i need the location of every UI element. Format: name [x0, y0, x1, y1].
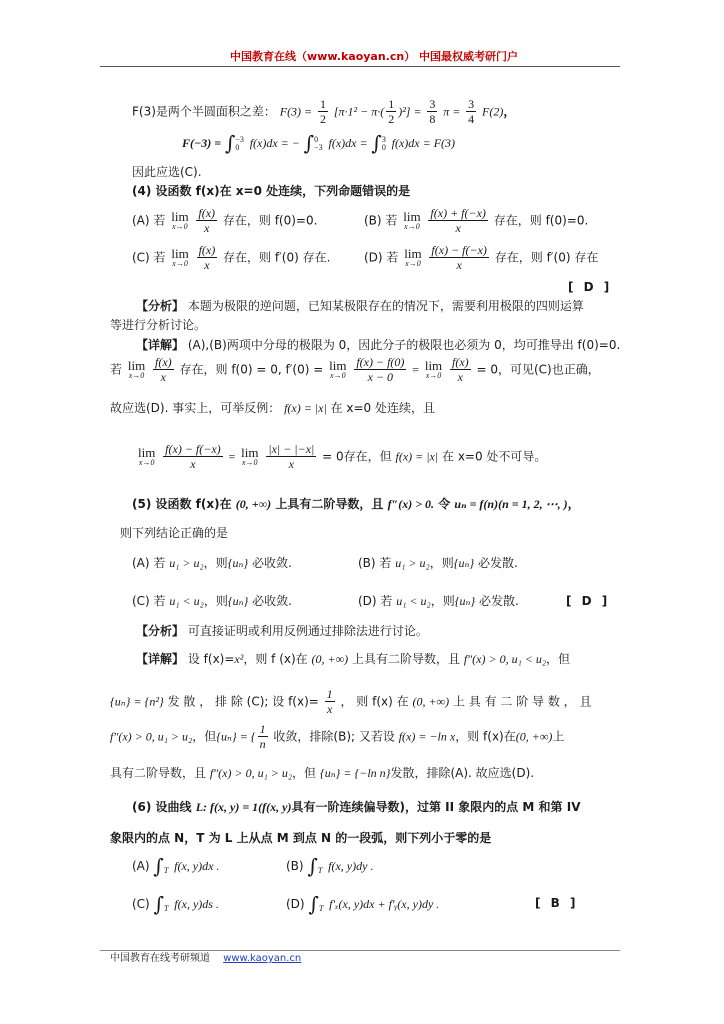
lim-word: lim — [404, 246, 422, 262]
q5-l3-num: 1 — [259, 722, 266, 736]
page-header: 中国教育在线（www.kaoyan.cn） 中国最权威考研门户 — [230, 50, 519, 63]
q5-l2-num: 1 — [326, 687, 333, 701]
int2-lower: −3 — [314, 142, 323, 152]
q5-stem-a: (5) 设函数 f(x)在 — [132, 497, 232, 511]
q5-l4-d: {uₙ} = {−ln n} — [319, 766, 391, 780]
q4-c-label: (C) 若 — [132, 250, 166, 265]
q5-l2-d: (0, +∞) — [412, 694, 450, 709]
detail-text-1: (A),(B)两项中分母的极限为 0，因此分子的极限也必须为 0，均可推导出 f(0)=0. — [187, 338, 621, 352]
q4-d-label: (D) 若 — [364, 250, 399, 265]
frac3-den: x — [457, 370, 463, 385]
q4-c-tail: 存在，则 f′(0) 存在. — [223, 250, 331, 265]
q6-option-b — [286, 854, 373, 879]
q5-a-seq: {uₙ} — [227, 556, 249, 570]
three-eighths-den: 8 — [429, 112, 436, 127]
q5-b-cond: u₁ > u₂ — [395, 556, 430, 570]
q5-answer: [ D ] — [566, 594, 611, 608]
lim-sub: x→0 — [128, 371, 145, 381]
lim-word: lim — [241, 445, 259, 461]
q5-b-label: (B) 若 — [358, 556, 392, 570]
q5-stem-f: uₙ = f(n)(n = 1, 2, ⋯, ) — [454, 497, 568, 511]
frac3-num: f(x) — [452, 355, 469, 369]
if-word: 若 — [110, 362, 123, 377]
f3-bracket-close: )²] = — [398, 104, 422, 119]
q5-stem — [132, 497, 580, 512]
q6-b-int-sub: T — [317, 865, 323, 875]
q5-detail-line3 — [110, 722, 564, 752]
q6-c-body: f(x, y)ds . — [174, 897, 219, 911]
q6-d-body: f′ₓ(x, y)dx + f′ᵧ(x, y)dy . — [329, 897, 440, 911]
q5-b-then: ，则 — [429, 556, 454, 570]
frac2-den: x − 0 — [367, 370, 394, 385]
q5-a-then: ，则 — [203, 556, 228, 570]
q4-d-den: x — [456, 258, 462, 273]
eq-sign: = — [412, 362, 419, 377]
int3-upper: 3 — [381, 134, 386, 144]
detail-tag: 【详解】 — [136, 652, 185, 666]
q6-a-body: f(x, y)dx . — [174, 859, 220, 873]
detail-line3-c: 在 x=0 处连续，且 — [330, 401, 435, 415]
q5-c-tail: 必收敛. — [252, 594, 292, 608]
q5-l1-b: x² — [234, 652, 244, 666]
q5-c-cond: u₁ < u₂ — [169, 594, 204, 608]
q6-l1-a: (6) 设曲线 — [132, 800, 192, 814]
q5-l2-c: ， 则 f(x) 在 — [340, 694, 409, 709]
detail-tail-2c: 在 x=0 处不可导。 — [442, 449, 547, 464]
q5-l1-g: ，但 — [546, 652, 571, 666]
q6-l1-b: L: f(x, y) = 1(f(x, y) — [195, 800, 292, 814]
eq-sign: = — [228, 449, 236, 464]
int1-lower: 0 — [235, 142, 240, 152]
q5-b-tail: 必发散. — [478, 556, 518, 570]
q5-b-seq: {uₙ} — [453, 556, 475, 570]
footer-divider — [100, 950, 620, 951]
q5-l3-e: f(x) = −ln x — [398, 729, 456, 744]
q5-detail-line1 — [136, 652, 570, 667]
q5-option-d — [358, 594, 519, 609]
half-den: 2 — [319, 112, 326, 127]
q5-stem-2: 则下列结论正确的是 — [120, 526, 229, 540]
q5-d-tail: 必发散. — [479, 594, 519, 608]
q5-l2-den: x — [326, 702, 333, 717]
f3-eq: F(3) = — [279, 104, 313, 119]
q5-l4-e: 发散，排除(A). 故应选(D). — [390, 766, 535, 780]
q4-d-num: f(x) − f(−x) — [431, 243, 487, 257]
q5-c-label: (C) 若 — [132, 594, 166, 608]
lim-sub: x→0 — [425, 371, 442, 381]
q5-l1-a: 设 f(x)= — [187, 652, 235, 666]
frac1-num: f(x) — [155, 355, 172, 369]
q5-d-seq: {uₙ} — [454, 594, 476, 608]
q5-l3-h: 上 — [552, 729, 565, 744]
q6-b-integral: ∫ — [307, 854, 318, 878]
q5-l3-d: 收敛，排除(B); 又若设 — [273, 729, 395, 744]
three-quarters-num: 3 — [468, 97, 475, 111]
q5-a-label: (A) 若 — [132, 556, 166, 570]
q5-option-a — [132, 556, 292, 571]
frac4-den: x — [190, 457, 196, 472]
detail-line3-b: f(x) = |x| — [284, 401, 327, 415]
int2-body: f(x)dx = — [328, 136, 368, 150]
q5-stem-b: (0, +∞) — [235, 497, 272, 511]
q4-detail-line3 — [110, 401, 435, 416]
q5-l1-f: f″(x) > 0, u₁ < u₂ — [463, 652, 547, 666]
q5-l3-den: n — [259, 737, 266, 752]
q6-d-int-sub: T — [318, 903, 324, 913]
lim-word: lim — [329, 358, 347, 374]
q5-l1-c: ，则 f (x)在 — [243, 652, 308, 666]
f3-minus: ² − π·( — [353, 104, 385, 119]
q4-d-tail: 存在，则 f′(0) 存在 — [494, 250, 599, 265]
f3-comma: ， — [503, 104, 516, 119]
detail-tail-1: = 0，可见(C)也正确， — [476, 362, 600, 377]
q6-stem-line1 — [132, 800, 580, 815]
q4-option-c — [132, 243, 330, 273]
q5-option-c — [132, 594, 292, 609]
q4-a-num: f(x) — [198, 206, 216, 220]
frac4-num: f(x) − f(−x) — [165, 442, 221, 456]
lim-word: lim — [171, 246, 189, 262]
q5-stem-e: 令 — [438, 497, 451, 511]
header-divider — [100, 66, 620, 67]
q5-l3-a: f″(x) > 0, u₁ > u₂ — [110, 729, 193, 744]
q6-l1-c: 具有一阶连续偏导数)，过第 II 象限内的点 M 和第 IV — [291, 800, 581, 814]
q4-analysis-line2: 等进行分析讨论。 — [110, 318, 207, 332]
lim-word: lim — [403, 209, 421, 225]
half-num: 1 — [319, 97, 326, 111]
analysis-tag: 【分析】 — [136, 299, 185, 313]
q5-l1-e: 上具有二阶导数，且 — [351, 652, 460, 666]
q5-l3-f: ，则 f(x)在 — [455, 729, 516, 744]
q6-a-integral: ∫ — [153, 854, 164, 878]
f3-bracket-open: [π·1 — [333, 104, 354, 119]
lim-word: lim — [424, 358, 443, 374]
int3-body: f(x)dx = F(3) — [391, 136, 456, 150]
q6-option-a — [132, 854, 219, 879]
three-quarters-den: 4 — [468, 112, 475, 127]
q5-l4-a: 具有二阶导数，且 — [110, 766, 207, 780]
frac1-den: x — [160, 370, 166, 385]
frac2-num: f(x) − f(0) — [356, 355, 405, 369]
q4-option-d — [364, 243, 598, 273]
lim-sub: x→0 — [330, 371, 346, 381]
q5-a-cond: u₁ > u₂ — [169, 556, 204, 570]
q5-l2-e: 上 具 有 二 阶 导 数 ， 且 — [452, 694, 592, 709]
q4-detail-line2 — [110, 355, 600, 385]
detail-line3-a: 故应选(D). 事实上，可举反例： — [110, 401, 281, 415]
detail-mid-1: 存在，则 f(0) = 0, f′(0) = — [179, 362, 324, 377]
q5-l3-b: ，但 — [192, 729, 217, 744]
q5-l4-b: f″(x) > 0, u₁ > u₂ — [209, 766, 293, 780]
fneg3-eq: F(−3) = — [182, 136, 222, 150]
detail-tail-2b: f(x) = |x| — [395, 449, 439, 464]
q4-b-num: f(x) + f(−x) — [430, 206, 486, 220]
q5-analysis-text: 可直接证明或利用反例通过排除法进行讨论。 — [187, 624, 428, 638]
q5-l3-g: (0, +∞) — [515, 729, 553, 744]
integral-3: ∫ — [371, 131, 382, 155]
q5-detail-line2 — [110, 687, 591, 717]
int2-upper: 0 — [314, 134, 319, 144]
q4-b-tail: 存在，则 f(0)=0. — [493, 213, 589, 228]
q4-a-tail: 存在，则 f(0)=0. — [222, 213, 318, 228]
q4-detail-line1 — [136, 338, 620, 353]
int1-body: f(x)dx = − — [249, 136, 300, 150]
q6-stem-line2: 象限内的点 N，T 为 L 上从点 M 到点 N 的一段弧，则下列小于零的是 — [110, 831, 492, 845]
q5-l2-b: 发 散 ， 排 除 (C); 设 f(x)= — [167, 694, 319, 709]
q5-detail-line4 — [110, 766, 534, 781]
f3-lead: F(3)是两个半圆面积之差： — [132, 104, 276, 119]
q4-stem: (4) 设函数 f(x)在 x=0 处连续，下列命题错误的是 — [132, 184, 411, 198]
f3-line — [132, 97, 515, 127]
q5-analysis — [136, 624, 428, 639]
q6-b-body: f(x, y)dy . — [328, 859, 374, 873]
f2-tail: F(2) — [482, 104, 504, 119]
q5-l3-c: {uₙ} = { — [216, 729, 256, 744]
q6-b-label: (B) — [286, 859, 304, 873]
q6-d-label: (D) — [286, 897, 305, 911]
q6-c-label: (C) — [132, 897, 150, 911]
three-eighths-num: 3 — [429, 97, 436, 111]
pi-eq: π = — [443, 104, 461, 119]
q5-l4-c: ，但 — [292, 766, 317, 780]
footer-link[interactable]: www.kaoyan.cn — [223, 953, 302, 964]
q5-stem-c: 上具有二阶导数，且 — [275, 497, 384, 511]
q5-a-tail: 必收敛. — [251, 556, 292, 570]
lim-sub: x→0 — [404, 222, 420, 232]
q6-a-label: (A) — [132, 859, 150, 873]
lim-sub: x→0 — [172, 259, 188, 269]
footer-label: 中国教育在线考研频道 — [110, 953, 210, 964]
lim-sub: x→0 — [405, 259, 421, 269]
half-den-2: 2 — [388, 112, 395, 127]
q5-l1-d: (0, +∞) — [311, 652, 349, 666]
lim-word: lim — [127, 358, 146, 374]
q4-option-a — [132, 206, 317, 236]
analysis-tag: 【分析】 — [136, 624, 185, 638]
int1-upper: −3 — [235, 134, 244, 144]
q5-stem-g: ， — [567, 497, 580, 511]
q4-c-den: x — [204, 258, 210, 273]
q4-b-den: x — [455, 221, 461, 236]
half-num-2: 1 — [388, 97, 395, 111]
q4-answer: [ D ] — [568, 280, 613, 294]
q5-c-seq: {uₙ} — [227, 594, 249, 608]
fneg3-line — [182, 131, 455, 156]
q5-c-then: ，则 — [203, 594, 228, 608]
q6-c-int-sub: T — [164, 903, 169, 913]
q6-c-integral: ∫ — [153, 892, 164, 916]
q5-d-then: ，则 — [430, 594, 455, 608]
detail-tail-2: = 0存在，但 — [322, 449, 392, 464]
q5-option-b — [358, 556, 518, 571]
q4-c-num: f(x) — [198, 243, 216, 257]
q4-option-b — [364, 206, 588, 236]
page-footer — [110, 953, 301, 966]
q4-a-label: (A) 若 — [132, 213, 166, 228]
q4-a-den: x — [204, 221, 210, 236]
int3-lower: 0 — [381, 142, 386, 152]
frac5-num: |x| − |−x| — [268, 442, 315, 456]
q4-analysis-line1 — [136, 299, 584, 314]
lim-sub: x→0 — [138, 458, 155, 468]
detail-tag: 【详解】 — [136, 338, 185, 352]
integral-2: ∫ — [303, 131, 315, 155]
lim-word: lim — [171, 209, 189, 225]
analysis-text-1: 本题为极限的逆问题，已知某极限存在的情况下，需要利用极限的四则运算 — [187, 299, 584, 313]
lim-word: lim — [138, 445, 156, 461]
q4-detail-line4 — [136, 442, 546, 472]
q5-d-label: (D) 若 — [358, 594, 393, 608]
q6-option-d — [286, 892, 439, 917]
conclusion-c: 因此应选(C). — [132, 165, 202, 179]
lim-sub: x→0 — [172, 222, 188, 232]
q5-stem-d: f″(x) > 0. — [387, 497, 435, 511]
lim-sub: x→0 — [242, 458, 258, 468]
q6-option-c — [132, 892, 219, 917]
frac5-den: x — [288, 457, 294, 472]
q5-d-cond: u₁ < u₂ — [396, 594, 431, 608]
q4-b-label: (B) 若 — [364, 213, 398, 228]
integral-1: ∫ — [224, 131, 236, 155]
q6-a-int-sub: T — [163, 865, 169, 875]
q6-answer: [ B ] — [535, 896, 579, 910]
q5-l2-a: {uₙ} = {n²} — [110, 694, 164, 709]
q6-d-integral: ∫ — [308, 892, 319, 916]
